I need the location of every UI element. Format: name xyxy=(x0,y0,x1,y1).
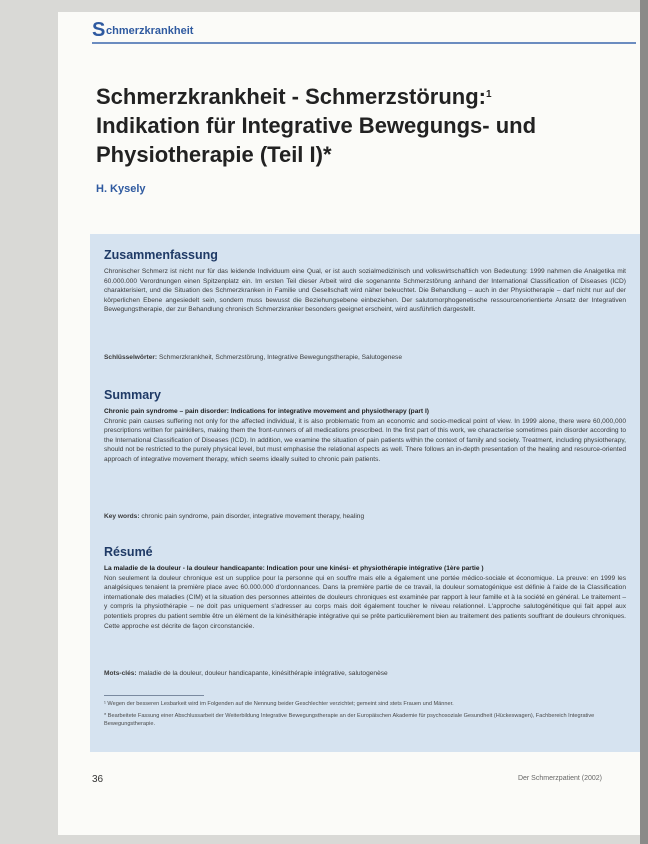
header-section-title: chmerzkrankheit xyxy=(106,25,194,37)
keywords-text: chronic pain syndrome, pain disorder, integrative movement therapy, healing xyxy=(141,513,365,520)
zusammenfassung-heading: Zusammenfassung xyxy=(104,248,218,262)
resume-keywords xyxy=(104,669,626,679)
header-rule xyxy=(92,42,636,44)
keywords-text: maladie de la douleur, douleur handicapante, kinésithérapie intégrative, salutogenèse xyxy=(138,670,388,677)
document-page xyxy=(58,12,640,835)
summary-heading: Summary xyxy=(104,388,161,402)
footnote-rule xyxy=(104,695,204,696)
keywords-text: Schmerzkrankheit, Schmerzstörung, Integrative Bewegungstherapie, Salutogenese xyxy=(158,354,402,361)
footnote-1: ¹ Wegen der besseren Lesbarkeit wird im Folgenden auf die Nennung beider Geschlechter verzichtet; gemeint sind stets Frauen und Männer. xyxy=(104,701,454,707)
summary-subtitle: Chronic pain syndrome – pain disorder: Indications for integrative movement and physiotherapy (part I) xyxy=(104,408,429,415)
journal-footer: Der Schmerzpatient (2002) xyxy=(517,775,602,782)
title-line-3: Physiotherapie (Teil I)* xyxy=(96,142,332,167)
keywords-label: Key words: xyxy=(104,513,140,520)
summary-keywords xyxy=(104,512,626,522)
title-line-1: Schmerzkrankheit - Schmerzstörung: xyxy=(96,84,486,109)
footnote-2: * Bearbeitete Fassung einer Abschlussarbeit der Weiterbildung Integrative Bewegungstherapie an der Europäischen Akademie für psychosoziale Gesundheit (Hückeswagen), Fachbereich Integrative Bewegungstherapie. xyxy=(104,713,595,727)
summary-body xyxy=(104,407,626,465)
article-title xyxy=(96,82,616,169)
scan-edge-shadow xyxy=(640,0,648,844)
zusammenfassung-keywords xyxy=(104,353,626,363)
page-number: 36 xyxy=(92,774,104,785)
resume-body xyxy=(104,564,626,631)
zusammenfassung-text: Chronischer Schmerz ist nicht nur für das leidende Individuum eine Qual, er ist auch sozialmedizinisch und volkswirtschaftlich von Bedeutung: 1999 nahmen die Analgetika mit 60.000.000 Verordnungen einen Spitzenplatz ein. Im ersten Teil dieser Arbeit wird die sogenannte Schmerzstörung anhand der International Classification of Diseases (ICD) charakterisiert, und die Situation des Schmerzkranken in Familie und Gesellschaft wird näher beleuchtet. Die Behandlung – auch in der Physiotherapie – darf nicht nur auf der körperlichen Ebene angesiedelt sein, sondern muss bewusst die Beziehungsebene einbeziehen. Der salutomorphogenetische ressourcenorientierte Ansatz der Integrativen Bewegungstherapie, der zur Behandlung chronisch Schmerzkranker besonders geeignet erscheint, wird ausführlich dargestellt. xyxy=(104,268,626,314)
keywords-label: Mots-clés: xyxy=(104,670,137,677)
title-line-2: Indikation für Integrative Bewegungs- und xyxy=(96,113,537,138)
running-header xyxy=(92,20,636,40)
resume-text: Non seulement la douleur chronique est un supplice pour la personne qui en souffre mais elle a également une portée médico-sociale et économique. La preuve: en 1999 les analgésiques tenaient la première place avec 60.000.000 d'ordonnances. Dans la première partie de ce travail, la douleur somatogénique est définie à l'aide de la Classification internationale des maladies (CIM) et la situation des personnes atteintes de douleurs chroniques est examinée par rapport à leur famille et à la société en général. Le traitement – y compris la physiothérapie – ne doit pas uniquement s'adresser au corps mais doit également toucher le niveau relationnel. L'approche salutogénétique qui fait appel aux potentiels propres du patient semble être un élément de la kinésithérapie intégrative qui se prête particulièrement bien au traitement des patients souffrant de douleurs chroniques. Cette approche est décrite de façon circonstanciée. xyxy=(104,574,626,630)
header-initial: S xyxy=(92,19,106,41)
title-footnote-mark: 1 xyxy=(485,89,492,100)
resume-subtitle: La maladie de la douleur - la douleur handicapante: Indication pour une kinési- et physiothérapie intégrative (1ère partie ) xyxy=(104,565,484,572)
summary-text: Chronic pain causes suffering not only for the affected individual, it is also problematic from an economic and socio-medical point of view. In 1999 alone, there were 60,000,000 prescriptions written for painkillers, making them the front-runners of all medications prescribed. In the first part of this work, we characterise sometimes pain disorder according to the International Classification of Diseases (ICD). In addition, we examine the situation of pain patients within the context of family and society. Treatment, including physiotherapy, should not be restricted to the purely physical level, but must emphasise the relational aspects as well. There follows an in-depth presentation of the healing and resource-oriented approach of integrative movement therapy, which seems ideally suited to chronic pain patients. xyxy=(104,417,626,463)
keywords-label: Schlüsselwörter: xyxy=(104,354,158,361)
author: H. Kysely xyxy=(96,183,146,195)
resume-heading: Résumé xyxy=(104,545,153,559)
